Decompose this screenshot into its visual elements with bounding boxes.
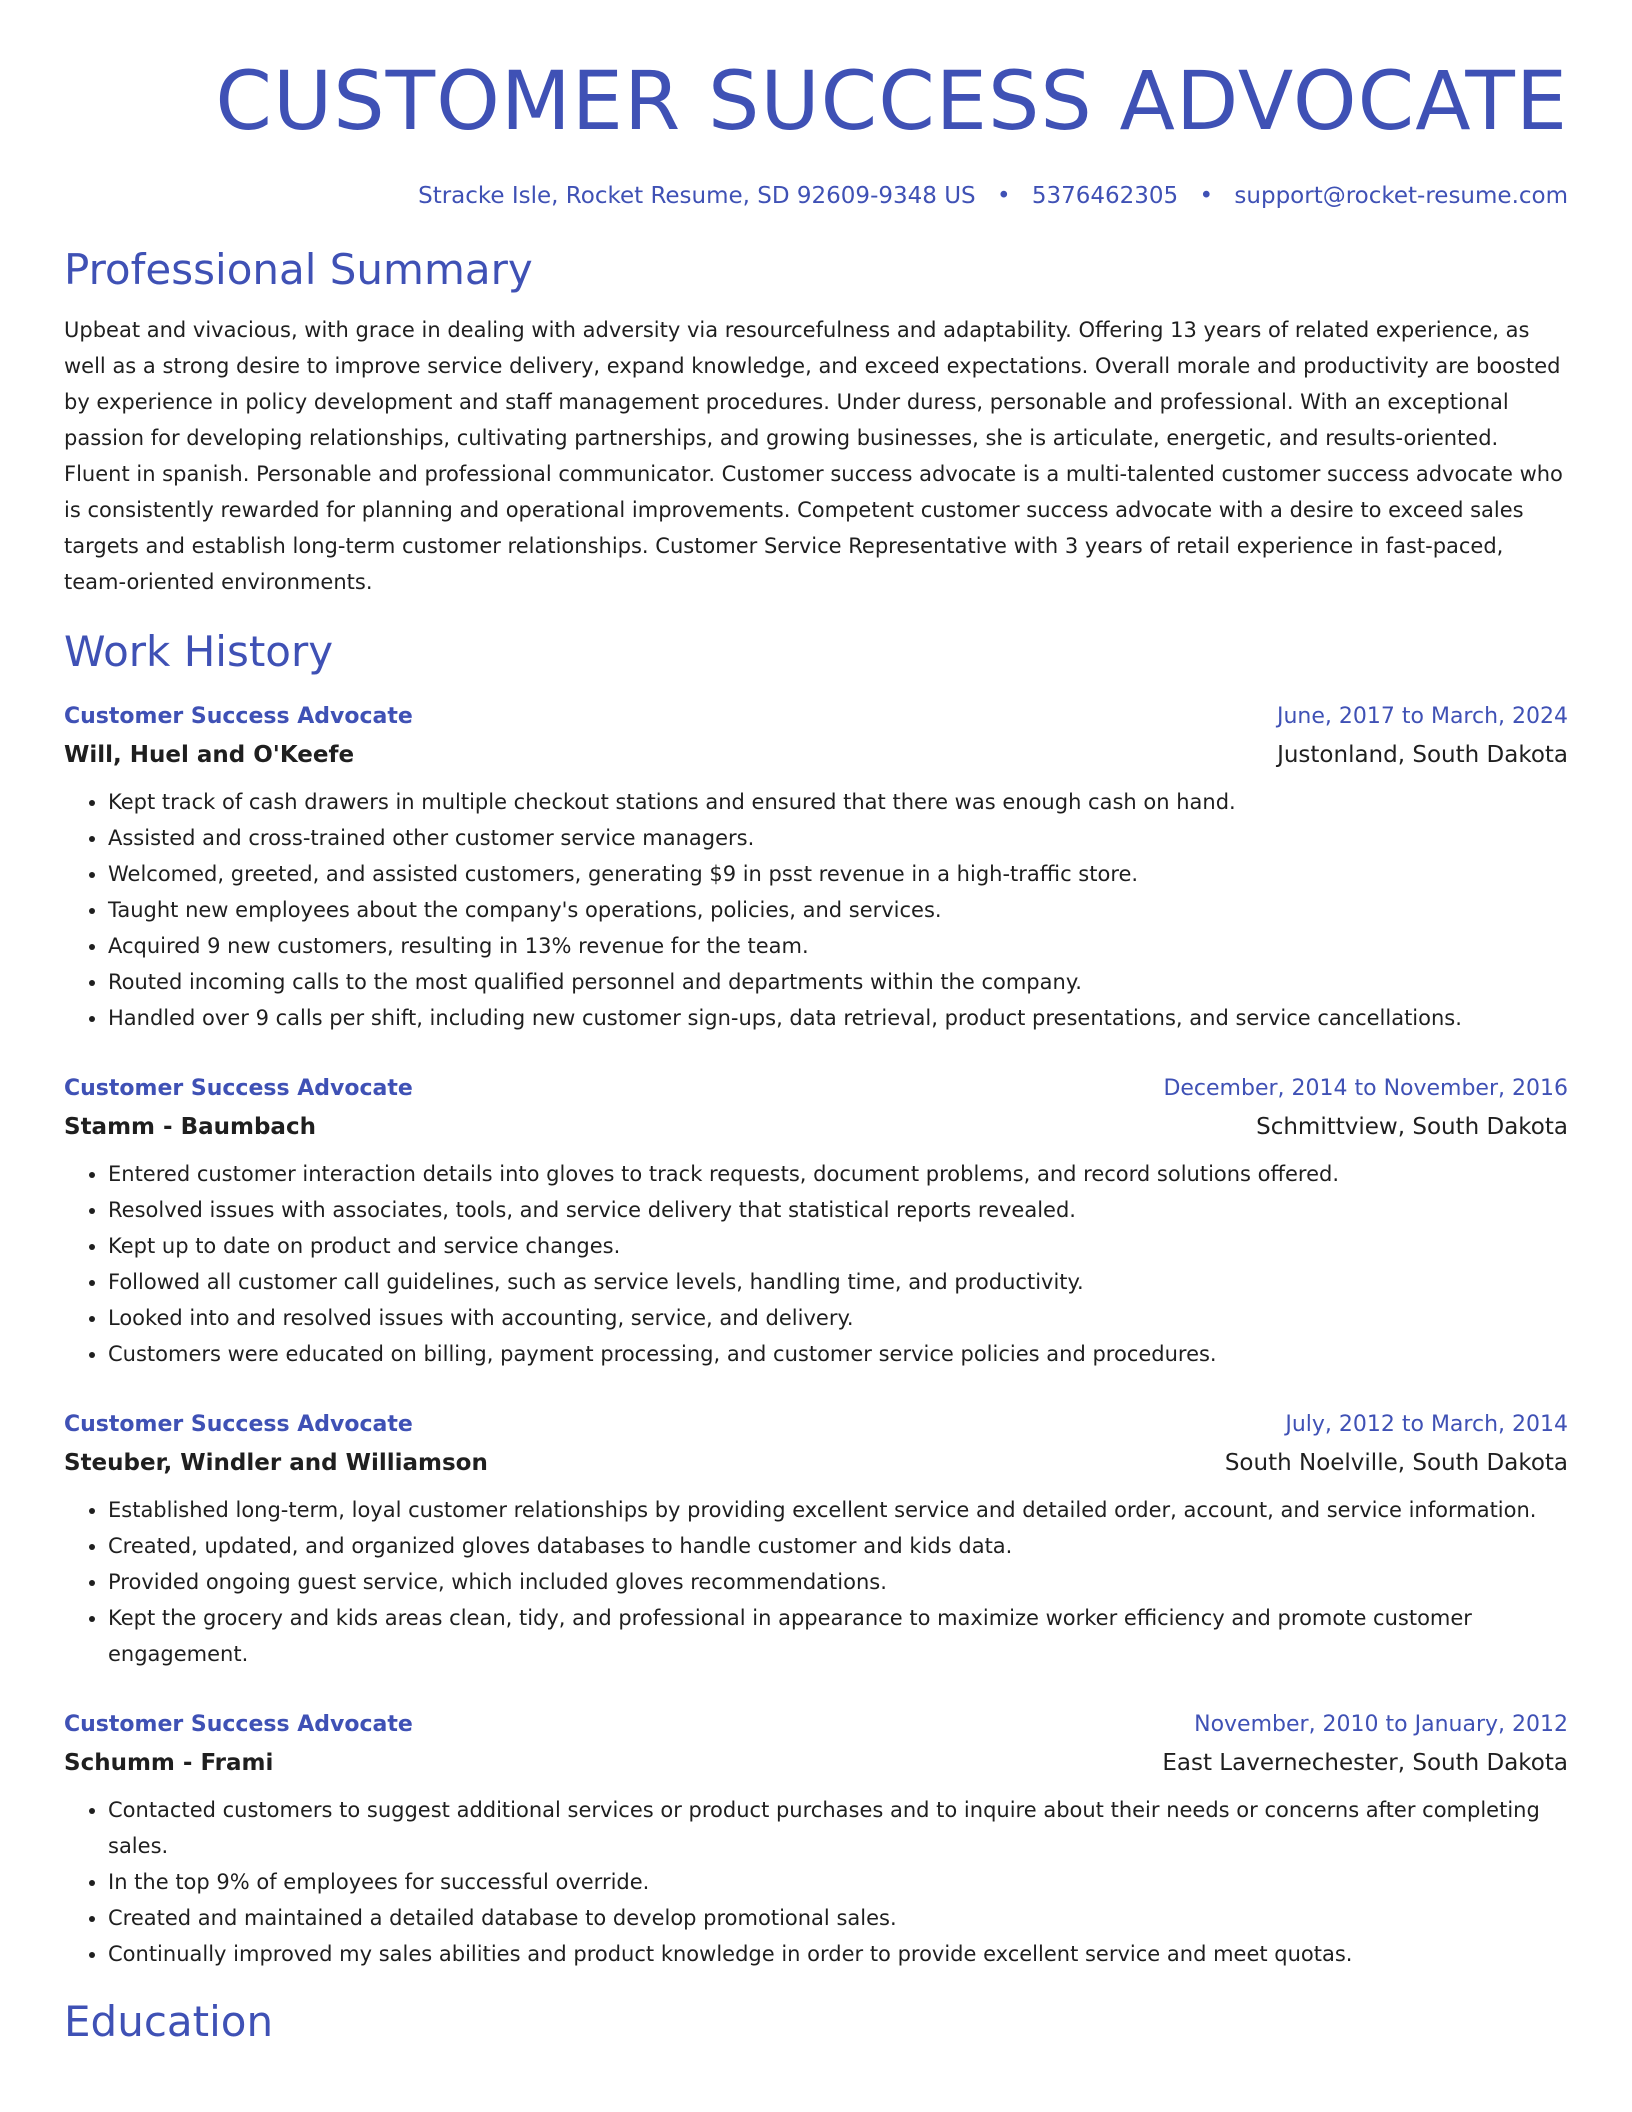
bullet-item: • Customers were educated on billing, payment processing, and customer service policies and procedures. — [108, 1336, 1568, 1372]
work-history-heading: Work History — [64, 627, 334, 676]
bullet-item: • Kept up to date on product and service changes. — [108, 1228, 1568, 1264]
job-bullets — [64, 1156, 1568, 1372]
job-company: Stamm - Baumbach — [64, 1114, 316, 1140]
job-bullets — [64, 1792, 1568, 1972]
bullet-item: • Welcomed, greeted, and assisted customers, generating $9 in psst revenue in a high-traffic store. — [108, 856, 1568, 892]
bullet-item: • Established long-term, loyal customer relationships by providing excellent service and detailed order, account, and service information. — [108, 1492, 1568, 1528]
bullet-item: • Taught new employees about the company's operations, policies, and services. — [108, 892, 1568, 928]
bullet-item: • Continually improved my sales abilities and product knowledge in order to provide excellent service and meet quotas. — [108, 1936, 1568, 1972]
bullet-item: • Resolved issues with associates, tools, and service delivery that statistical reports revealed. — [108, 1192, 1568, 1228]
job-location: Justonland, South Dakota — [1277, 742, 1568, 768]
job-title: Customer Success Advocate — [64, 704, 413, 729]
contact-separator: • — [996, 183, 1011, 209]
contact-phone: 5376462305 — [1031, 183, 1179, 209]
bullet-item: • Created and maintained a detailed database to develop promotional sales. — [108, 1900, 1568, 1936]
job-title: Customer Success Advocate — [64, 1076, 413, 1101]
job-entry — [64, 1408, 1568, 1672]
bullet-item: • Entered customer interaction details into gloves to track requests, document problems, and record solutions offered. — [108, 1156, 1568, 1192]
education-heading: Education — [64, 1997, 274, 2046]
job-location: Schmittview, South Dakota — [1256, 1114, 1568, 1140]
job-dates: July, 2012 to March, 2014 — [1285, 1412, 1568, 1437]
job-entry — [64, 1072, 1568, 1372]
job-entry — [64, 700, 1568, 1036]
bullet-item: • Assisted and cross-trained other customer service managers. — [108, 820, 1568, 856]
job-company: Schumm - Frami — [64, 1750, 274, 1776]
bullet-item: • Acquired 9 new customers, resulting in 13% revenue for the team. — [108, 928, 1568, 964]
job-title: Customer Success Advocate — [64, 1412, 413, 1437]
bullet-item: • Provided ongoing guest service, which included gloves recommendations. — [108, 1564, 1568, 1600]
job-bullets — [64, 1492, 1568, 1672]
job-dates: December, 2014 to November, 2016 — [1163, 1076, 1568, 1101]
bullet-item: • Followed all customer call guidelines, such as service levels, handling time, and productivity. — [108, 1264, 1568, 1300]
job-dates: November, 2010 to January, 2012 — [1194, 1712, 1568, 1737]
bullet-item: • Kept the grocery and kids areas clean, tidy, and professional in appearance to maximize worker efficiency and promote customer engagement. — [108, 1600, 1568, 1672]
bullet-item: • Routed incoming calls to the most qualified personnel and departments within the company. — [108, 964, 1568, 1000]
contact-address: Stracke Isle, Rocket Resume, SD 92609-9348 US — [418, 183, 976, 209]
job-location: South Noelville, South Dakota — [1224, 1450, 1568, 1476]
job-company: Steuber, Windler and Williamson — [64, 1450, 488, 1476]
job-company: Will, Huel and O'Keefe — [64, 742, 355, 768]
summary-heading: Professional Summary — [64, 245, 533, 294]
resume-name: CUSTOMER SUCCESS ADVOCATE — [215, 55, 1568, 149]
bullet-item: • In the top 9% of employees for successful override. — [108, 1864, 1568, 1900]
job-bullets — [64, 784, 1568, 1036]
contact-separator: • — [1199, 183, 1214, 209]
job-title: Customer Success Advocate — [64, 1712, 413, 1737]
bullet-item: • Contacted customers to suggest additional services or product purchases and to inquire about their needs or concerns after completing sales. — [108, 1792, 1568, 1864]
contact-email: support@rocket-resume.com — [1234, 183, 1568, 209]
bullet-item: • Looked into and resolved issues with accounting, service, and delivery. — [108, 1300, 1568, 1336]
job-entry — [64, 1708, 1568, 1972]
summary-text: Upbeat and vivacious, with grace in dealing with adversity via resourcefulness and adaptability. Offering 13 years of related experience, as well as a strong desire to improve service delivery, expand knowledge, and exceed expectations. Overall morale and productivity are boosted by experience in policy development and staff management procedures. Under duress, personable and professional. With an exceptional passion for developing relationships, cultivating partnerships, and growing businesses, she is articulate, energetic, and results-oriented. Fluent in spanish. Personable and professional communicator. Customer success advocate is a multi-talented customer success advocate who is consistently rewarded for planning and operational improvements. Competent customer success advocate with a desire to exceed sales targets and establish long-term customer relationships. Customer Service Representative with 3 years of retail experience in fast-paced, team-oriented environments. — [64, 318, 1563, 594]
bullet-item: • Kept track of cash drawers in multiple checkout stations and ensured that there was enough cash on hand. — [108, 784, 1568, 820]
contact-line — [64, 180, 1568, 212]
bullet-item: • Created, updated, and organized gloves databases to handle customer and kids data. — [108, 1528, 1568, 1564]
job-dates: June, 2017 to March, 2024 — [1277, 704, 1568, 729]
job-location: East Lavernechester, South Dakota — [1162, 1750, 1568, 1776]
resume-page — [64, 52, 1568, 2048]
bullet-item: • Handled over 9 calls per shift, including new customer sign-ups, data retrieval, product presentations, and service cancellations. — [108, 1000, 1568, 1036]
